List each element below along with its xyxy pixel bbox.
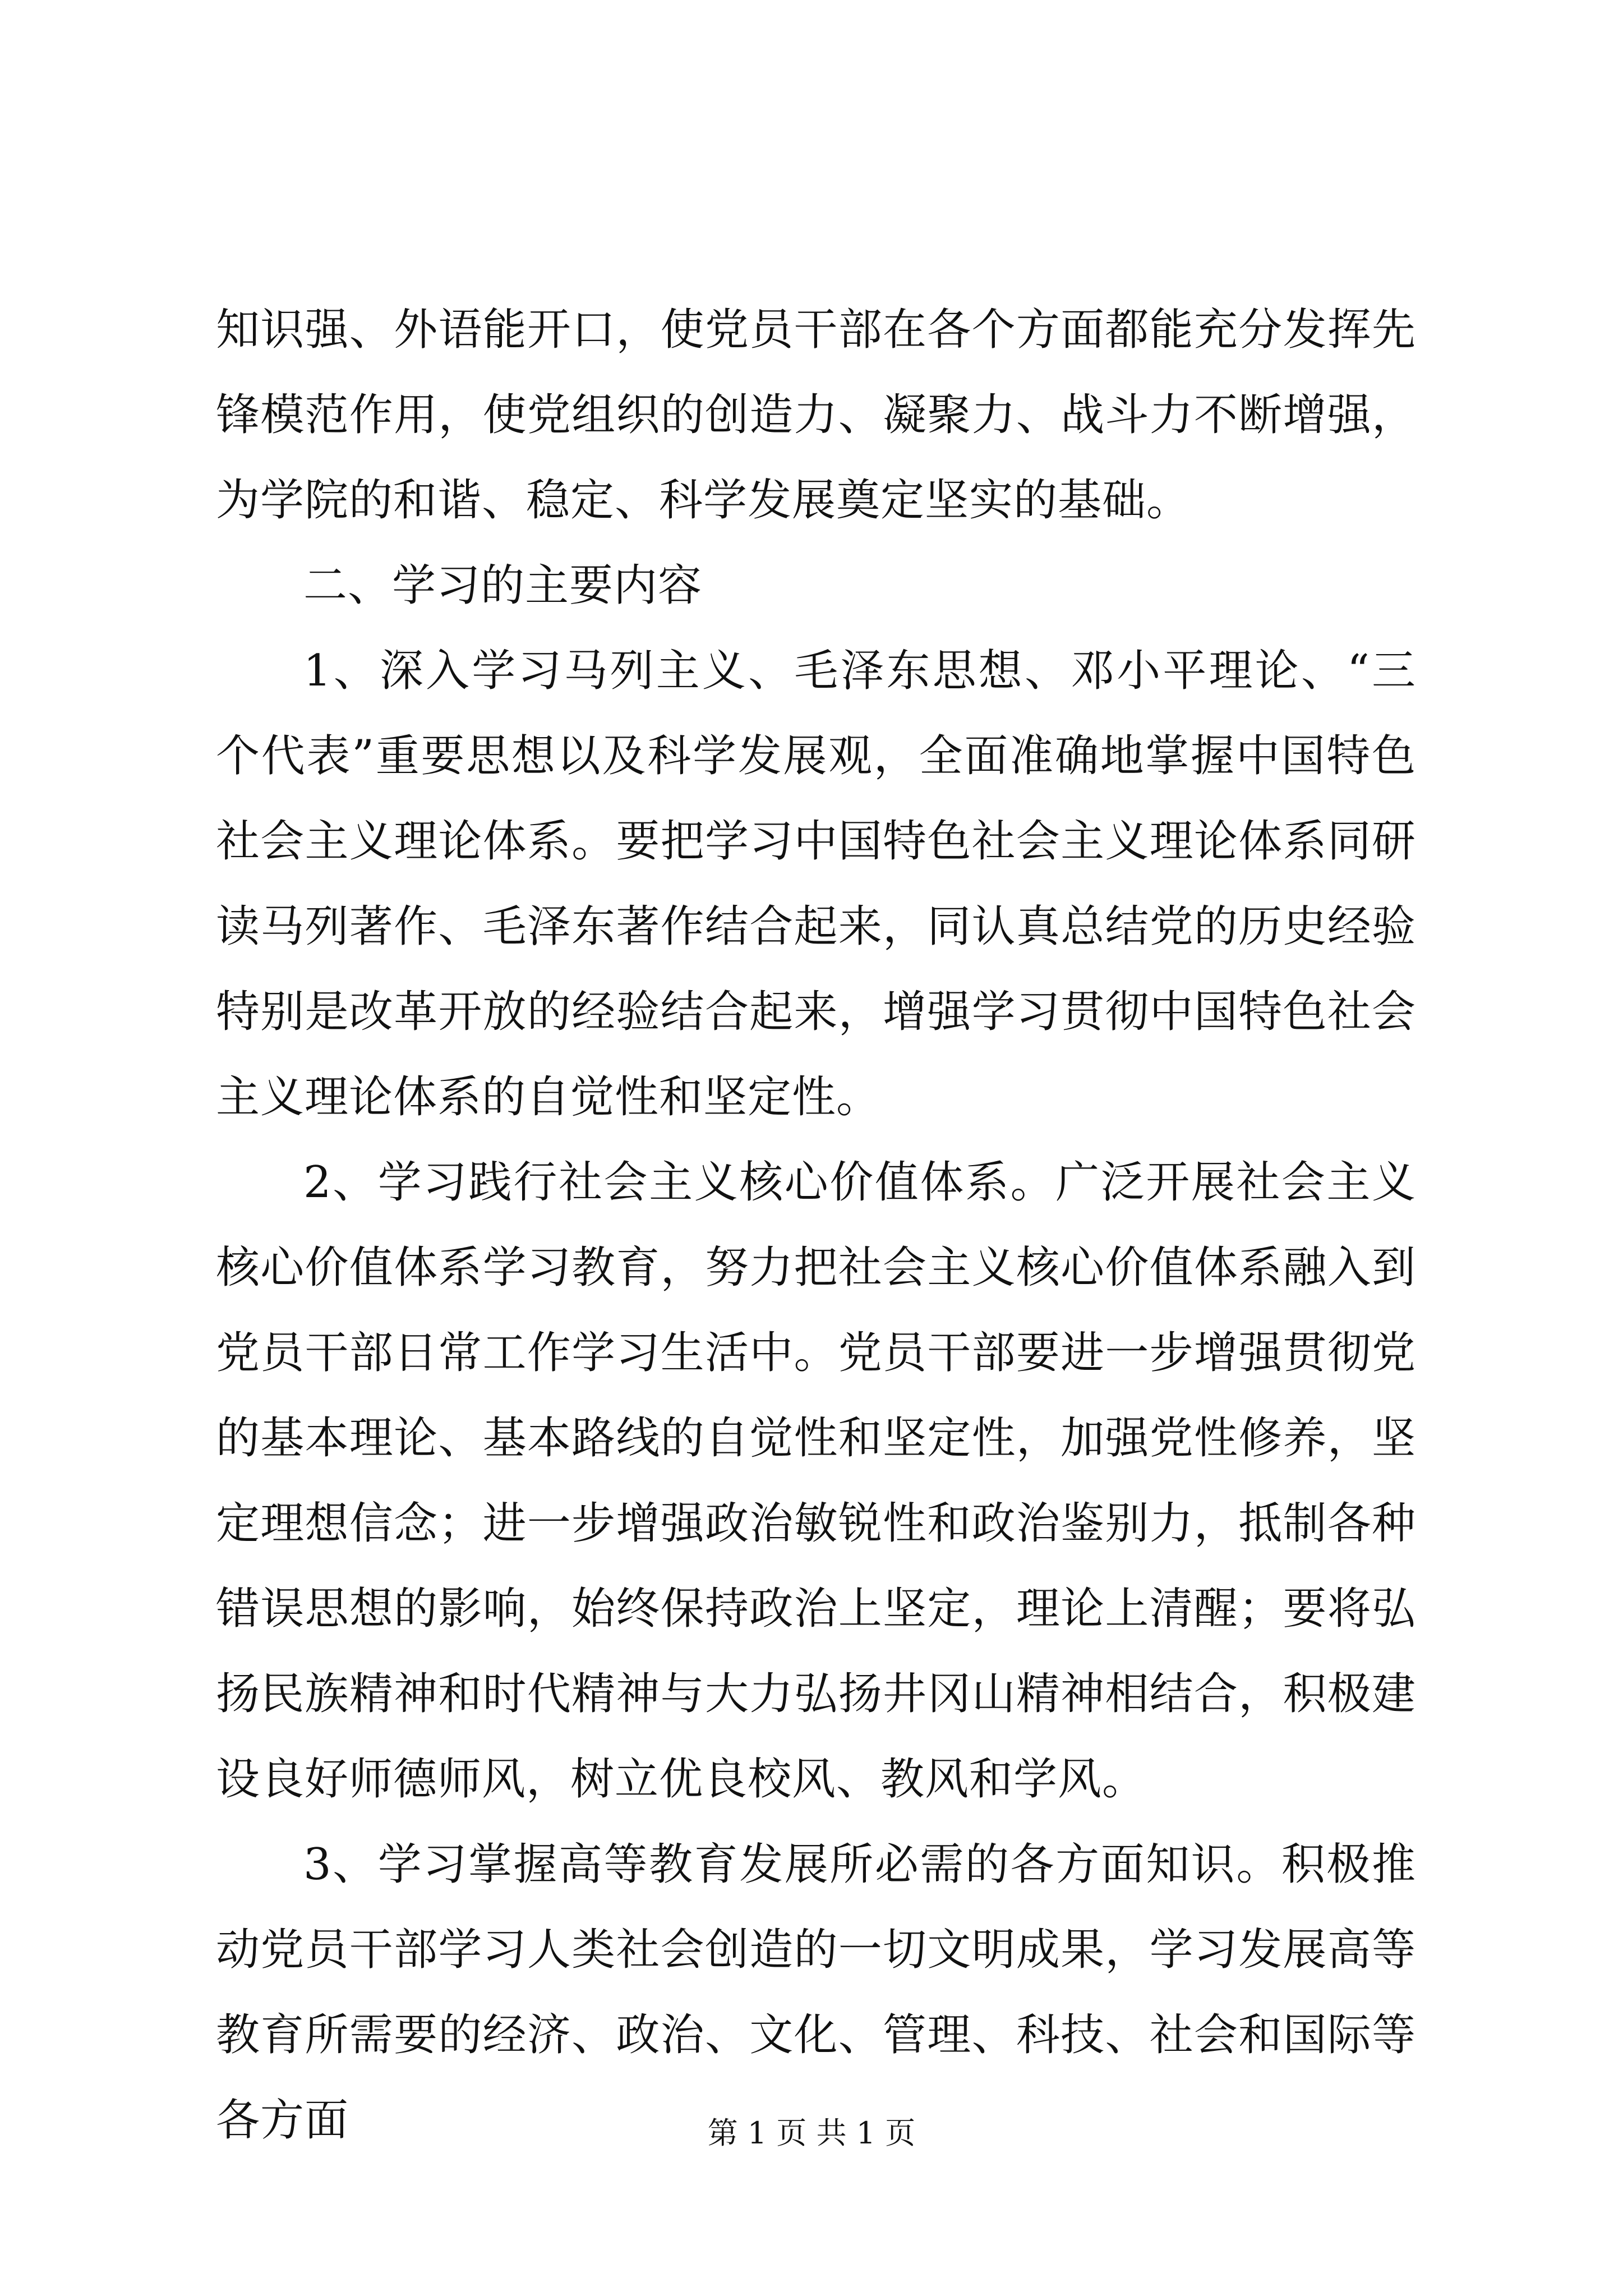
paragraph-item-1: 1、深入学习马列主义、毛泽东思想、邓小平理论、“三个代表”重要思想以及科学发展观，全面准确地掌握中国特色社会主义理论体系。要把学习中国特色社会主义理论体系同研读马列著作、毛泽东著作结合起来，同认真总结党的历史经验特别是改革开放的经验结合起来，增强学习贯彻中国特色社会主义理论体系的自觉性和坚定性。 [216,646,1416,1122]
paragraph-item-2: 2、学习践行社会主义核心价值体系。广泛开展社会主义核心价值体系学习教育，努力把社会主义核心价值体系融入到党员干部日常工作学习生活中。党员干部要进一步增强贯彻党的基本理论、基本路线的自觉性和坚定性，加强党性修养，坚定理想信念；进一步增强政治敏锐性和政治鉴别力，抵制各种错误思想的影响，始终保持政治上坚定，理论上清醒；要将弘扬民族精神和时代精神与大力弘扬井冈山精神相结合，积极建设良好师德师风，树立优良校风、教风和学风。 [216,1157,1416,1805]
page-footer: 第 1 页 共 1 页 [707,2115,916,2151]
section-heading: 二、学习的主要内容 [303,560,703,611]
paragraph-continuation: 知识强、外语能开口，使党员干部在各个方面都能充分发挥先锋模范作用，使党组织的创造力、凝聚力、战斗力不断增强，为学院的和谐、稳定、科学发展奠定坚实的基础。 [216,305,1416,526]
document-body [216,287,1416,2163]
paragraph-item-3: 3、学习掌握高等教育发展所必需的各方面知识。积极推动党员干部学习人类社会创造的一切文明成果，学习发展高等教育所需要的经济、政治、文化、管理、科技、社会和国际等各方面 [216,1839,1416,2146]
